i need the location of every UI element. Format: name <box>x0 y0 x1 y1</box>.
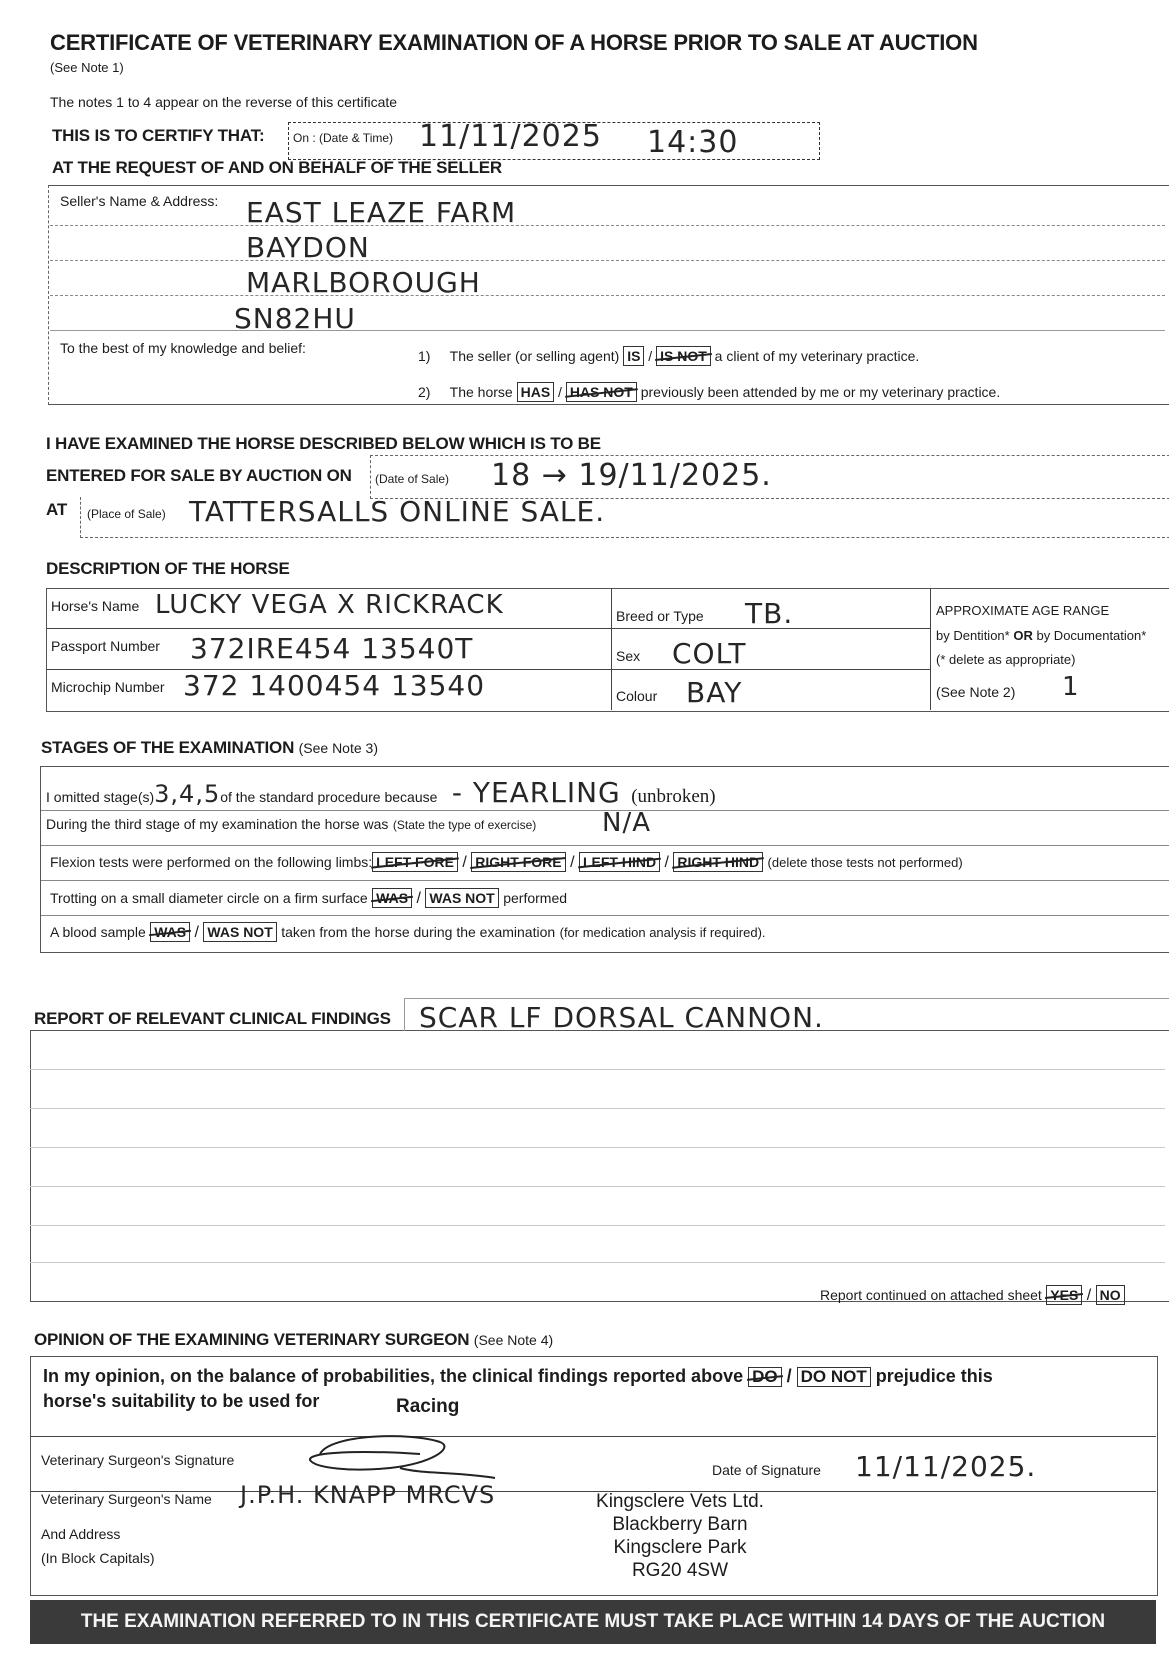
on-date-time-label: On : (Date & Time) <box>293 131 394 145</box>
flexion-label: Flexion tests were performed on the following limbs: <box>50 854 373 870</box>
third-stage-value: N/A <box>602 808 651 838</box>
blood-post: taken from the horse during the examination <box>281 924 556 940</box>
age-range-methods <box>936 628 1146 643</box>
report-rule-5 <box>30 1225 1165 1226</box>
date-of-signature-label: Date of Signature <box>712 1462 821 1478</box>
finding-value: SCAR LF DORSAL CANNON. <box>419 1001 824 1034</box>
horse-name-label: Horse's Name <box>51 598 140 614</box>
flexion-right-fore[interactable]: RIGHT FORE <box>471 852 565 872</box>
has-attended-option[interactable]: HAS <box>517 382 555 402</box>
flexion-left-hind[interactable]: LEFT HIND <box>579 852 660 872</box>
stages-row-line-2 <box>41 845 1169 846</box>
sex-label: Sex <box>616 648 641 664</box>
horse-name-value: LUCKY VEGA X RICKRACK <box>155 590 504 620</box>
report-rule-1 <box>30 1069 1165 1070</box>
description-heading: DESCRIPTION OF THE HORSE <box>46 559 290 578</box>
flexion-note: (delete those tests not performed) <box>767 855 963 870</box>
seller-line-4 <box>50 330 1165 331</box>
seller-address-line-3: MARLBOROUGH <box>246 266 481 299</box>
on-date-value: 11/11/2025 <box>419 119 602 154</box>
seller-line-3 <box>50 295 1165 296</box>
statement-2-pre: The horse <box>449 384 513 400</box>
description-row-line-2 <box>47 669 930 670</box>
practice-stamp <box>560 1490 800 1582</box>
third-stage-label: During the third stage of my examination the horse was <box>46 816 389 832</box>
blood-sample-row: A blood sample WAS / WAS NOT taken from the horse during the examination (for medication analysis if required). <box>50 924 766 941</box>
opinion-do-not-option[interactable]: DO NOT <box>797 1367 871 1387</box>
report-continued-yes[interactable]: YES <box>1046 1285 1082 1305</box>
trotting-post: performed <box>503 890 568 906</box>
opinion-heading-note: (See Note 4) <box>473 1332 554 1348</box>
description-row-line-1 <box>47 628 930 629</box>
omitted-post: of the standard procedure because <box>220 789 438 805</box>
statement-1: 1) The seller (or selling agent) IS / IS NOT a client of my veterinary practice. <box>418 348 920 364</box>
address-label: And Address <box>41 1526 121 1542</box>
stages-heading-text: STAGES OF THE EXAMINATION <box>41 738 295 757</box>
stamp-line-3: Kingsclere Park <box>613 1537 747 1558</box>
colour-label: Colour <box>616 688 658 704</box>
age-see-note: (See Note 2) <box>936 684 1016 700</box>
stamp-line-2: Blackberry Barn <box>612 1514 748 1535</box>
omitted-pre: I omitted stage(s) <box>46 789 155 805</box>
age-by-documentation: by Documentation* <box>1036 628 1147 643</box>
surgeon-name-label: Veterinary Surgeon's Name <box>41 1491 212 1507</box>
stages-heading-note: (See Note 3) <box>298 740 378 756</box>
at-label: AT <box>46 500 67 519</box>
stages-row-line-4 <box>41 915 1169 916</box>
belief-label: To the best of my knowledge and belief: <box>60 340 306 356</box>
microchip-label: Microchip Number <box>51 679 165 695</box>
place-of-sale-value: TATTERSALLS ONLINE SALE. <box>189 495 606 528</box>
flexion-left-fore[interactable]: LEFT FORE <box>372 852 458 872</box>
examined-line: I HAVE EXAMINED THE HORSE DESCRIBED BELOW WHICH IS TO BE <box>46 434 601 453</box>
omitted-reason: - YEARLING <box>451 776 621 809</box>
stages-heading <box>41 738 378 758</box>
trotting-was-not-option[interactable]: WAS NOT <box>425 888 498 908</box>
notes-line: The notes 1 to 4 appear on the reverse of this certificate <box>50 94 398 110</box>
is-client-option[interactable]: IS <box>623 346 644 366</box>
trotting-was-option[interactable]: WAS <box>372 888 412 908</box>
seller-label: Seller's Name & Address: <box>60 193 219 209</box>
place-of-sale-label: (Place of Sale) <box>87 507 166 521</box>
seller-address-line-1: EAST LEAZE FARM <box>246 196 517 229</box>
stages-row-line-3 <box>41 880 1169 881</box>
blood-was-option[interactable]: WAS <box>150 922 190 942</box>
flexion-right-hind[interactable]: RIGHT HIND <box>673 852 763 872</box>
stamp-line-1: Kingsclere Vets Ltd. <box>596 1491 764 1512</box>
date-of-sale-label: (Date of Sale) <box>375 472 450 486</box>
third-stage-note: (State the type of exercise) <box>392 818 537 832</box>
statement-2: 2) The horse HAS / HAS NOT previously been attended by me or my veterinary practice. <box>418 384 1001 400</box>
opinion-text-post: prejudice this <box>875 1366 993 1386</box>
seller-line-2 <box>50 260 1165 261</box>
seller-line-1 <box>50 225 1165 226</box>
flexion-row: Flexion tests were performed on the following limbs: LEFT FORE / RIGHT FORE / LEFT HIND / RIGHT HIND (delete those tests not performed) <box>50 854 963 871</box>
blood-pre: A blood sample <box>50 924 146 940</box>
entered-label: ENTERED FOR SALE BY AUCTION ON <box>46 466 352 485</box>
third-stage-row <box>46 816 536 834</box>
statement-2-number: 2) <box>418 384 431 400</box>
description-divider-2 <box>930 588 931 710</box>
age-value: 1 <box>1062 672 1080 702</box>
statement-1-pre: The seller (or selling agent) <box>449 348 620 364</box>
opinion-heading <box>34 1330 553 1350</box>
trotting-label: Trotting on a small diameter circle on a firm surface <box>50 890 368 906</box>
date-of-signature-value: 11/11/2025. <box>855 1450 1037 1483</box>
passport-label: Passport Number <box>51 638 160 654</box>
trotting-row: Trotting on a small diameter circle on a firm surface WAS / WAS NOT performed <box>50 890 568 907</box>
report-rule-6 <box>30 1262 1165 1263</box>
has-not-attended-option[interactable]: HAS NOT <box>566 382 637 402</box>
blood-note: (for medication analysis if required). <box>559 925 766 940</box>
report-continued-no[interactable]: NO <box>1096 1285 1125 1305</box>
omitted-stages-row <box>46 776 716 809</box>
sale-date-field[interactable] <box>370 455 1169 499</box>
opinion-line-2: horse's suitability to be used for <box>43 1391 320 1411</box>
age-range-title: APPROXIMATE AGE RANGE <box>936 603 1110 618</box>
statement-1-post: a client of my veterinary practice. <box>714 348 920 364</box>
opinion-divider-1 <box>31 1436 1156 1437</box>
see-note-1: (See Note 1) <box>50 60 124 75</box>
signature-label: Veterinary Surgeon's Signature <box>41 1452 235 1468</box>
certificate-title: CERTIFICATE OF VETERINARY EXAMINATION OF A HORSE PRIOR TO SALE AT AUCTION <box>50 30 978 55</box>
opinion-text: In my opinion, on the balance of probabilities, the clinical findings reported above DO / DO NOT prejudice this <box>43 1366 993 1386</box>
statement-2-post: previously been attended by me or my veterinary practice. <box>640 384 1001 400</box>
report-rule-2 <box>30 1108 1165 1109</box>
report-continued: Report continued on attached sheet YES / NO <box>820 1285 1125 1305</box>
address-note: (In Block Capitals) <box>41 1550 155 1566</box>
request-line: AT THE REQUEST OF AND ON BEHALF OF THE SELLER <box>52 158 503 177</box>
age-by-dentition: by Dentition* <box>936 628 1010 643</box>
footer-banner: THE EXAMINATION REFERRED TO IN THIS CERTIFICATE MUST TAKE PLACE WITHIN 14 DAYS OF THE AUCTION <box>30 1600 1156 1644</box>
surgeon-name-value: J.P.H. KNAPP MRCVS <box>240 1481 496 1509</box>
age-or: OR <box>1013 628 1033 643</box>
microchip-value: 372 1400454 13540 <box>183 669 486 702</box>
omitted-stages-value: 3,4,5 <box>154 780 221 808</box>
blood-was-not-option[interactable]: WAS NOT <box>203 922 276 942</box>
is-not-client-option[interactable]: IS NOT <box>656 346 711 366</box>
omitted-reason-typed: (unbroken) <box>631 786 716 807</box>
date-time-field[interactable] <box>288 119 820 160</box>
opinion-do-option[interactable]: DO <box>748 1367 782 1387</box>
statement-1-number: 1) <box>418 348 431 364</box>
seller-address-line-4: SN82HU <box>234 302 356 335</box>
report-rule-4 <box>30 1186 1165 1187</box>
opinion-text-pre: In my opinion, on the balance of probabilities, the clinical findings reported above <box>43 1366 744 1386</box>
breed-value: TB. <box>745 597 794 630</box>
sale-place-field[interactable] <box>80 497 1169 538</box>
opinion-use-value: Racing <box>396 1396 460 1417</box>
finding-field[interactable] <box>404 998 1169 1034</box>
seller-address-line-2: BAYDON <box>246 231 370 264</box>
description-divider-1 <box>611 588 612 710</box>
colour-value: BAY <box>686 676 743 709</box>
report-heading: REPORT OF RELEVANT CLINICAL FINDINGS <box>34 1009 391 1028</box>
certify-label: THIS IS TO CERTIFY THAT: <box>52 126 265 145</box>
on-time-value: 14:30 <box>647 125 739 160</box>
opinion-heading-text: OPINION OF THE EXAMINING VETERINARY SURGEON <box>34 1330 470 1349</box>
report-rule-3 <box>30 1147 1165 1148</box>
handwritten-signature <box>300 1424 500 1484</box>
passport-value: 372IRE454 13540T <box>190 632 474 665</box>
date-of-sale-value: 18 → 19/11/2025. <box>491 458 772 493</box>
breed-label: Breed or Type <box>616 608 704 624</box>
sex-value: COLT <box>672 637 747 670</box>
report-continued-label: Report continued on attached sheet <box>820 1287 1042 1303</box>
age-delete-note: (* delete as appropriate) <box>936 652 1076 667</box>
stamp-line-4: RG20 4SW <box>631 1560 729 1581</box>
